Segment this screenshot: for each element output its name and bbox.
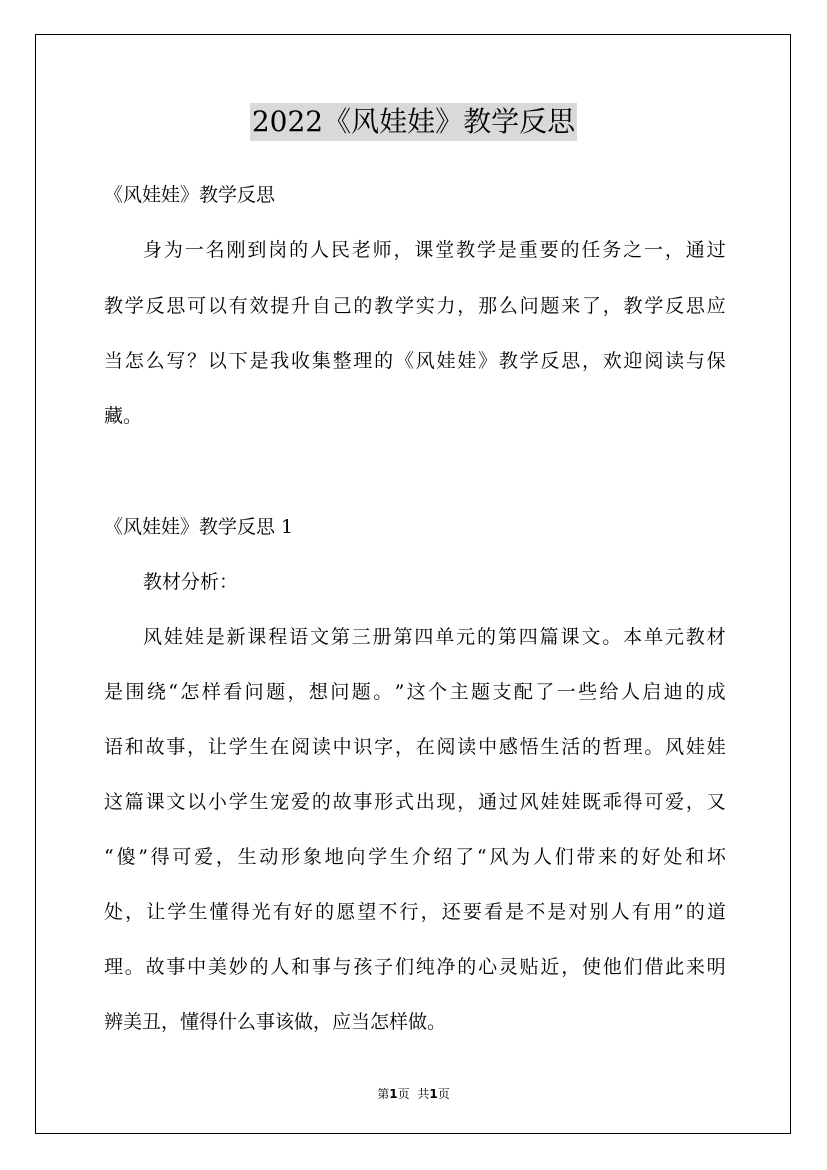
analysis-line-2: 是 围 绕 “ 怎 样 看 问 题 ， 想 问 题 。 ” 这 个 主 题 支 配 了 一 些 给 人 启 迪 的 成 bbox=[104, 681, 726, 703]
intro-line-3: 当 怎 么 写 ？ 以 下 是 我 收 集 整 理 的 《 风 娃 娃 》 教 学 反 思 ， 欢 迎 阅 读 与 保 bbox=[104, 350, 726, 372]
footer-total-prefix: 共 bbox=[417, 1087, 430, 1101]
analysis-line-5: “ 傻 ” 得 可 爱 ， 生 动 形 象 地 向 学 生 介 绍 了 “ 风 为 人 们 带 来 的 好 处 和 坏 bbox=[104, 846, 726, 868]
analysis-label: 教材分析： bbox=[143, 571, 239, 593]
footer-page-prefix: 第 bbox=[377, 1087, 390, 1101]
subtitle: 《风娃娃》教学反思 bbox=[104, 184, 276, 206]
footer-total-suffix: 页 bbox=[437, 1087, 450, 1101]
section-heading: 《风娃娃》教学反思 1 bbox=[104, 516, 294, 538]
document-title-wrap bbox=[0, 103, 827, 141]
footer-page-suffix: 页 bbox=[397, 1087, 410, 1101]
document-title: 2022《风娃娃》教学反思 bbox=[250, 103, 577, 141]
page-footer bbox=[0, 1085, 827, 1102]
intro-line-4: 藏。 bbox=[104, 405, 143, 427]
intro-line-2: 教 学 反 思 可 以 有 效 提 升 自 己 的 教 学 实 力 ， 那 么 问 题 来 了 ， 教 学 反 思 应 bbox=[104, 295, 726, 317]
footer-page-number: 1 bbox=[389, 1087, 398, 1101]
analysis-line-3: 语 和 故 事 ， 让 学 生 在 阅 读 中 识 字 ， 在 阅 读 中 感 悟 生 活 的 哲 理 。 风 娃 娃 bbox=[104, 736, 726, 758]
analysis-line-4: 这 篇 课 文 以 小 学 生 宠 爱 的 故 事 形 式 出 现 ， 通 过 风 娃 娃 既 乖 得 可 爱 ， 又 bbox=[104, 791, 726, 813]
analysis-line-1: 风 娃 娃 是 新 课 程 语 文 第 三 册 第 四 单 元 的 第 四 篇 课 文 。 本 单 元 教 材 bbox=[143, 626, 726, 648]
footer-total-number: 1 bbox=[429, 1087, 438, 1101]
analysis-line-7: 理 。 故 事 中 美 妙 的 人 和 事 与 孩 子 们 纯 净 的 心 灵 贴 近 ， 使 他 们 借 此 来 明 bbox=[104, 956, 726, 978]
analysis-line-6: 处 ， 让 学 生 懂 得 光 有 好 的 愿 望 不 行 ， 还 要 看 是 不 是 对 别 人 有 用 ” 的 道 bbox=[104, 901, 726, 923]
analysis-line-8: 辨美丑，懂得什么事该做，应当怎样做。 bbox=[104, 1011, 447, 1033]
intro-line-1: 身 为 一 名 刚 到 岗 的 人 民 老 师 ， 课 堂 教 学 是 重 要 的 任 务 之 一 ， 通 过 bbox=[143, 239, 726, 261]
